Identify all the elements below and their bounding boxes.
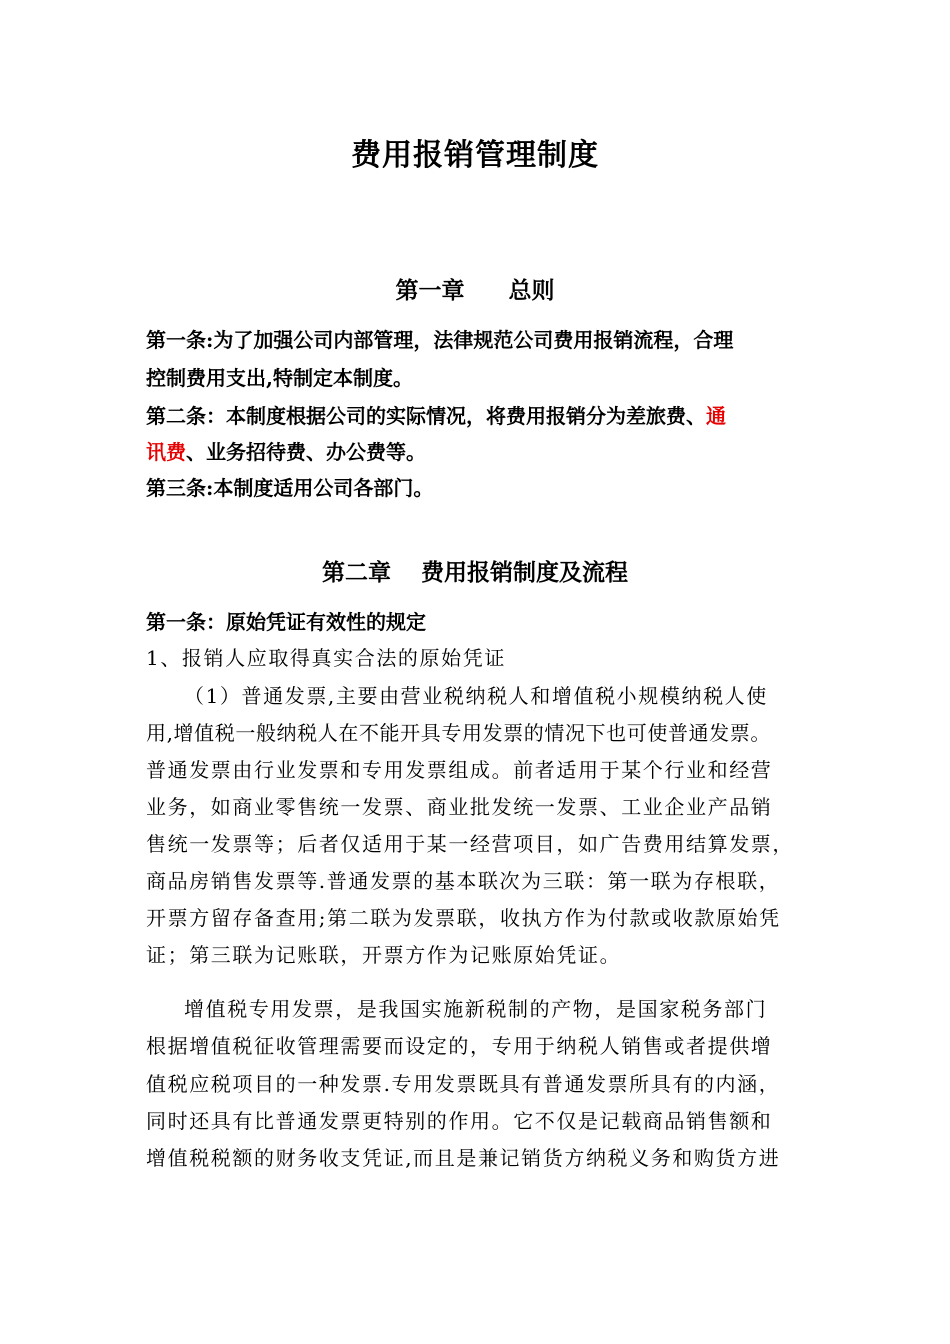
chapter1-article2-line1 [146,400,726,429]
para2-line2: 根据增值税征收管理需要而设定的，专用于纳税人销售或者提供增 [146,1034,773,1058]
document-title: 费用报销管理制度 [351,138,599,173]
para1-line3: 普通发票由行业发票和专用发票组成。前者适用于某个行业和经营 [146,758,773,782]
chapter2-article1-heading: 第一条：原始凭证有效性的规定 [146,610,426,634]
chapter2-number: 第二章 [322,559,391,586]
chapter1-heading [0,272,950,305]
chapter1-article3: 第三条:本制度适用公司各部门。 [146,476,434,500]
chapter2-item1: 1、报销人应取得真实合法的原始凭证 [146,646,506,670]
para1-line1: （1）普通发票,主要由营业税纳税人和增值税小规模纳税人使 [184,684,768,708]
chapter1-article1-line1: 第一条:为了加强公司内部管理，法律规范公司费用报销流程，合理 [146,328,734,352]
chapter1-number: 第一章 [395,277,465,304]
para2-line1: 增值税专用发票，是我国实施新税制的产物，是国家税务部门 [184,997,768,1021]
chapter1-article2-line2 [146,436,426,465]
chapter2-heading [0,554,950,587]
para2-line5: 增值税税额的财务收支凭证,而且是兼记销货方纳税义务和购货方进 [146,1146,781,1170]
para1-line2: 用,增值税一般纳税人在不能开具专用发票的情况下也可使普通发票。 [146,721,771,745]
chapter1-article2-highlight-start: 通 [706,404,726,428]
chapter1-article2-highlight-end: 讯费 [146,440,186,464]
para1-line8: 证；第三联为记账联，开票方作为记账原始凭证。 [146,943,622,967]
chapter1-article1-line2: 控制费用支出,特制定本制度。 [146,366,413,390]
chapter1-name: 总则 [508,277,555,304]
para2-line4: 同时还具有比普通发票更特别的作用。它不仅是记载商品销售额和 [146,1109,773,1133]
para1-line6: 商品房销售发票等.普通发票的基本联次为三联：第一联为存根联， [146,869,781,893]
chapter1-article2-text: 第二条：本制度根据公司的实际情况，将费用报销分为差旅费、 [146,404,706,428]
chapter2-name: 费用报销制度及流程 [421,559,628,586]
para1-line5: 售统一发票等；后者仅适用于某一经营项目，如广告费用结算发票， [146,832,794,856]
chapter1-article2-text-cont: 、业务招待费、办公费等。 [186,440,426,464]
para1-line4: 业务，如商业零售统一发票、商业批发统一发票、工业企业产品销 [146,795,773,819]
para1-line7: 开票方留存备查用;第二联为发票联，收执方作为付款或收款原始凭 [146,906,781,930]
para2-line3: 值税应税项目的一种发票.专用发票既具有普通发票所具有的内涵， [146,1072,781,1096]
